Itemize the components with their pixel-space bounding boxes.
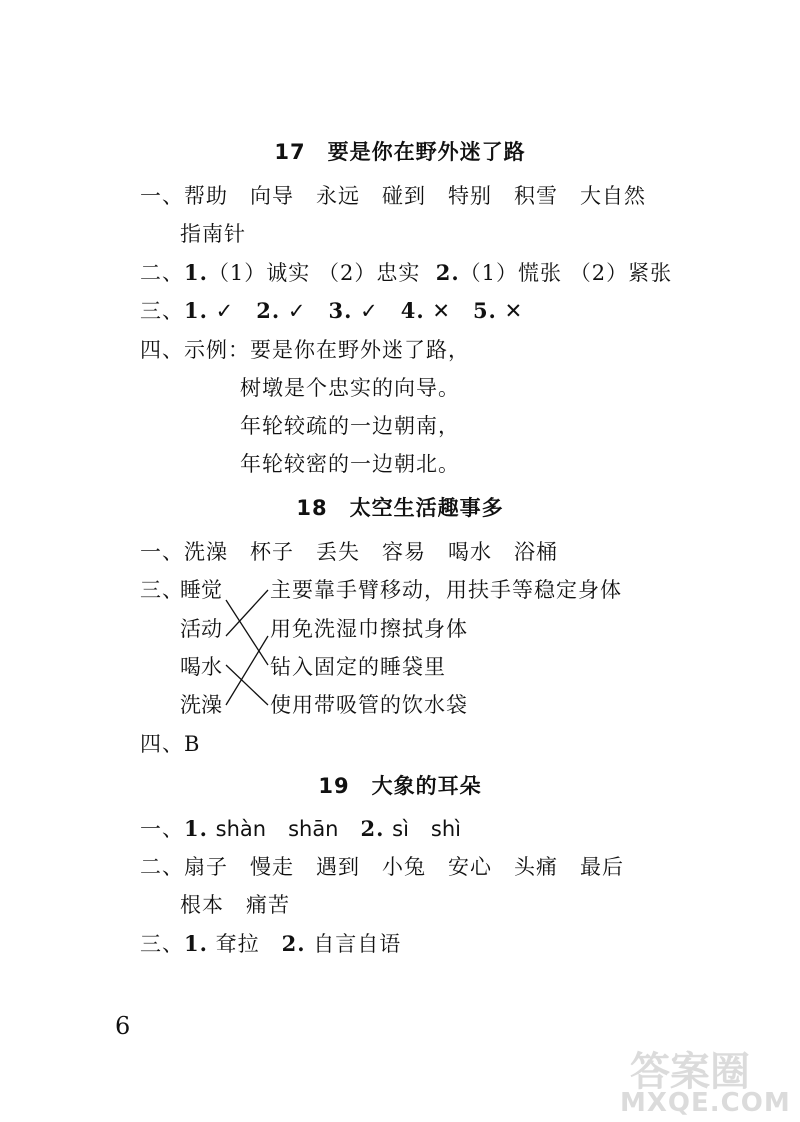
s17-q4-line-1: 树墩是个忠实的向导。 [240, 376, 460, 400]
match-line-sleep [226, 590, 268, 636]
section-17-title: 17 要是你在野外迷了路 [274, 140, 526, 164]
s18-q4: 四、B [140, 732, 201, 756]
s18-left-4: 洗澡 [180, 693, 222, 717]
s18-right-3: 钻入固定的睡袋里 [270, 655, 446, 679]
s18-left-3: 喝水 [180, 655, 222, 679]
s19-q2: 二、扇子 慢走 遇到 小兔 安心 头痛 最后 [140, 855, 624, 879]
s18-q3-label: 三、 [140, 578, 184, 602]
s17-q4-line-3: 年轮较密的一边朝北。 [240, 452, 460, 476]
section-18-title: 18 太空生活趣事多 [296, 496, 504, 520]
page-number: 6 [115, 1012, 131, 1040]
s19-q2-cont: 根本 痛苦 [180, 893, 290, 917]
s17-q4-line-2: 年轮较疏的一边朝南， [240, 414, 460, 438]
s17-q3: 三、1. ✓ 2. ✓ 3. ✓ 4. ✕ 5. ✕ [140, 298, 524, 323]
s18-right-4: 使用带吸管的饮水袋 [270, 693, 468, 717]
s17-q1: 一、帮助 向导 永远 碰到 特别 积雪 大自然 [140, 184, 646, 208]
match-line-move [226, 600, 268, 665]
s18-left-1: 睡觉 [180, 578, 222, 602]
section-19-title: 19 大象的耳朵 [318, 774, 482, 798]
s18-left-2: 活动 [180, 617, 222, 641]
watermark-top: 答案圈 [630, 1049, 750, 1095]
s17-q1-cont: 指南针 [180, 222, 246, 246]
s18-right-2: 用免洗湿巾擦拭身体 [270, 617, 468, 641]
s17-q4: 四、示例：要是你在野外迷了路， [140, 338, 470, 362]
watermark-bottom: MXQE.COM [620, 1088, 791, 1118]
s19-q1: 一、1. shàn shān 2. sì shì [140, 816, 461, 841]
s18-right-1: 主要靠手臂移动，用扶手等稳定身体 [270, 578, 622, 602]
s18-q1: 一、洗澡 杯子 丢失 容易 喝水 浴桶 [140, 540, 558, 564]
s19-q3: 三、1. 耷拉 2. 自言自语 [140, 931, 402, 956]
s17-q2: 二、1.（1）诚实 （2）忠实 2.（1）慌张 （2）紧张 [140, 260, 673, 285]
watermark-logo [620, 1040, 790, 1120]
